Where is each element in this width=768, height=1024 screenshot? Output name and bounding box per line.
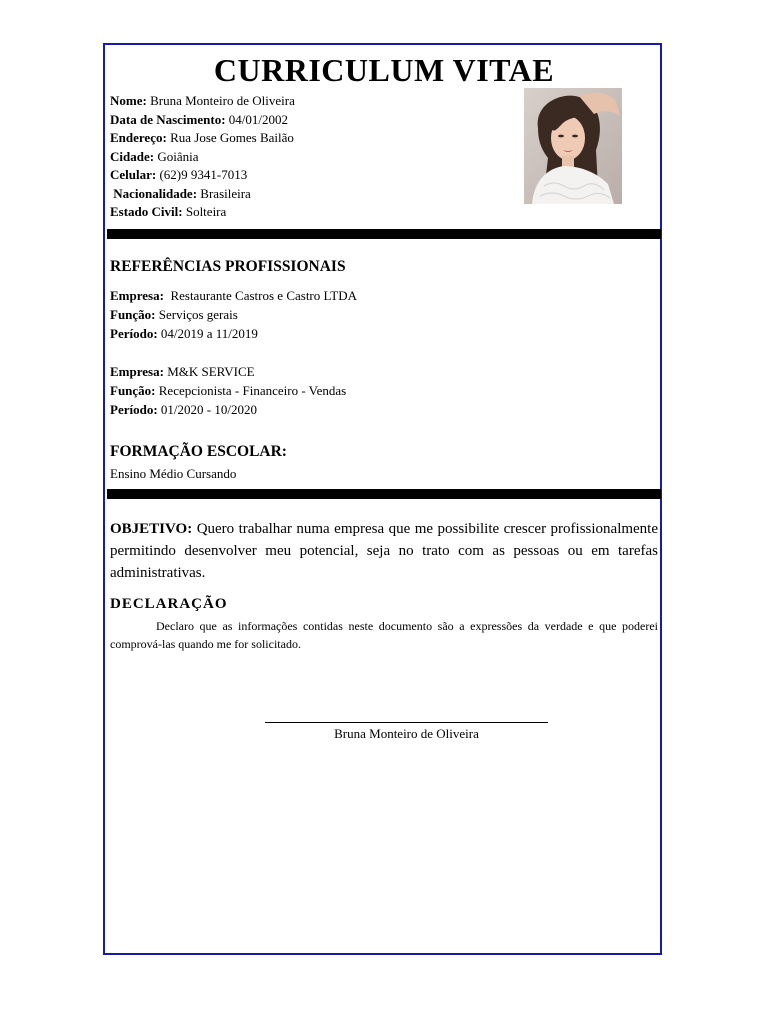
job-label: Período: <box>110 402 158 417</box>
job-label: Função: <box>110 307 156 322</box>
info-row-city <box>110 148 295 167</box>
job-role-row <box>110 381 346 400</box>
info-value: Goiânia <box>157 148 199 164</box>
signature-line <box>265 722 548 723</box>
job-role: Serviços gerais <box>158 307 238 322</box>
info-label: Celular: <box>110 167 157 182</box>
objective-label: OBJETIVO: <box>110 521 193 537</box>
references-heading: REFERÊNCIAS PROFISSIONAIS <box>110 258 346 275</box>
job-company-row <box>110 362 346 381</box>
job-role-row <box>110 305 357 324</box>
info-label: Nome: <box>110 93 147 108</box>
section-divider <box>107 229 661 239</box>
education-heading: FORMAÇÃO ESCOLAR: <box>110 443 287 460</box>
objective-paragraph <box>110 518 658 584</box>
job-period-row <box>110 324 357 343</box>
signature-name: Bruna Monteiro de Oliveira <box>334 726 479 741</box>
declaration-text: Declaro que as informações contidas neste documento são a expressões da verdade e que poderei comprová-las quando me for solicitado. <box>110 619 658 651</box>
info-row-address <box>110 129 295 148</box>
objective-text: Quero trabalhar numa empresa que me possibilite crescer profissionalmente permitindo desenvolver meu potencial, seja no trato com as pessoas ou em tarefas administrativas. <box>110 521 659 581</box>
personal-info <box>110 92 295 222</box>
job-role: Recepcionista - Financeiro - Vendas <box>158 383 347 398</box>
job-period: 04/2019 a 11/2019 <box>160 326 258 341</box>
job-label: Empresa: <box>110 288 164 303</box>
info-row-name <box>110 92 295 111</box>
info-row-marital-status <box>110 203 295 222</box>
job-label: Empresa: <box>110 364 164 379</box>
job-period-row <box>110 400 346 419</box>
declaration-heading: DECLARAÇÃO <box>110 596 228 612</box>
job-label: Função: <box>110 383 156 398</box>
info-value: Bruna Monteiro de Oliveira <box>150 93 295 108</box>
info-label: Estado Civil: <box>110 204 183 219</box>
info-row-nationality <box>110 185 295 204</box>
section-divider <box>107 489 661 499</box>
info-label: Data de Nascimento: <box>110 111 226 127</box>
job-company-row <box>110 286 357 305</box>
info-label: Cidade: <box>110 148 155 164</box>
job-company: M&K SERVICE <box>167 364 255 379</box>
job-entry <box>110 362 346 419</box>
page-title: CURRICULUM VITAE <box>213 52 555 88</box>
education-text: Ensino Médio Cursando <box>110 466 237 481</box>
info-row-birthdate <box>110 111 295 130</box>
info-value: Solteira <box>185 204 227 219</box>
info-value: Rua Jose Gomes Bailão <box>170 130 294 145</box>
job-label: Período: <box>110 326 158 341</box>
job-period: 01/2020 - 10/2020 <box>160 402 257 417</box>
info-row-phone <box>110 166 295 185</box>
profile-photo <box>524 88 622 204</box>
info-label: Endereço: <box>110 130 167 145</box>
job-entry <box>110 286 357 343</box>
info-label: Nacionalidade: <box>113 185 198 201</box>
info-value: (62)9 9341-7013 <box>159 167 248 182</box>
info-value: Brasileira <box>200 185 251 201</box>
info-value: 04/01/2002 <box>228 111 289 127</box>
job-company: Restaurante Castros e Castro LTDA <box>170 288 357 303</box>
